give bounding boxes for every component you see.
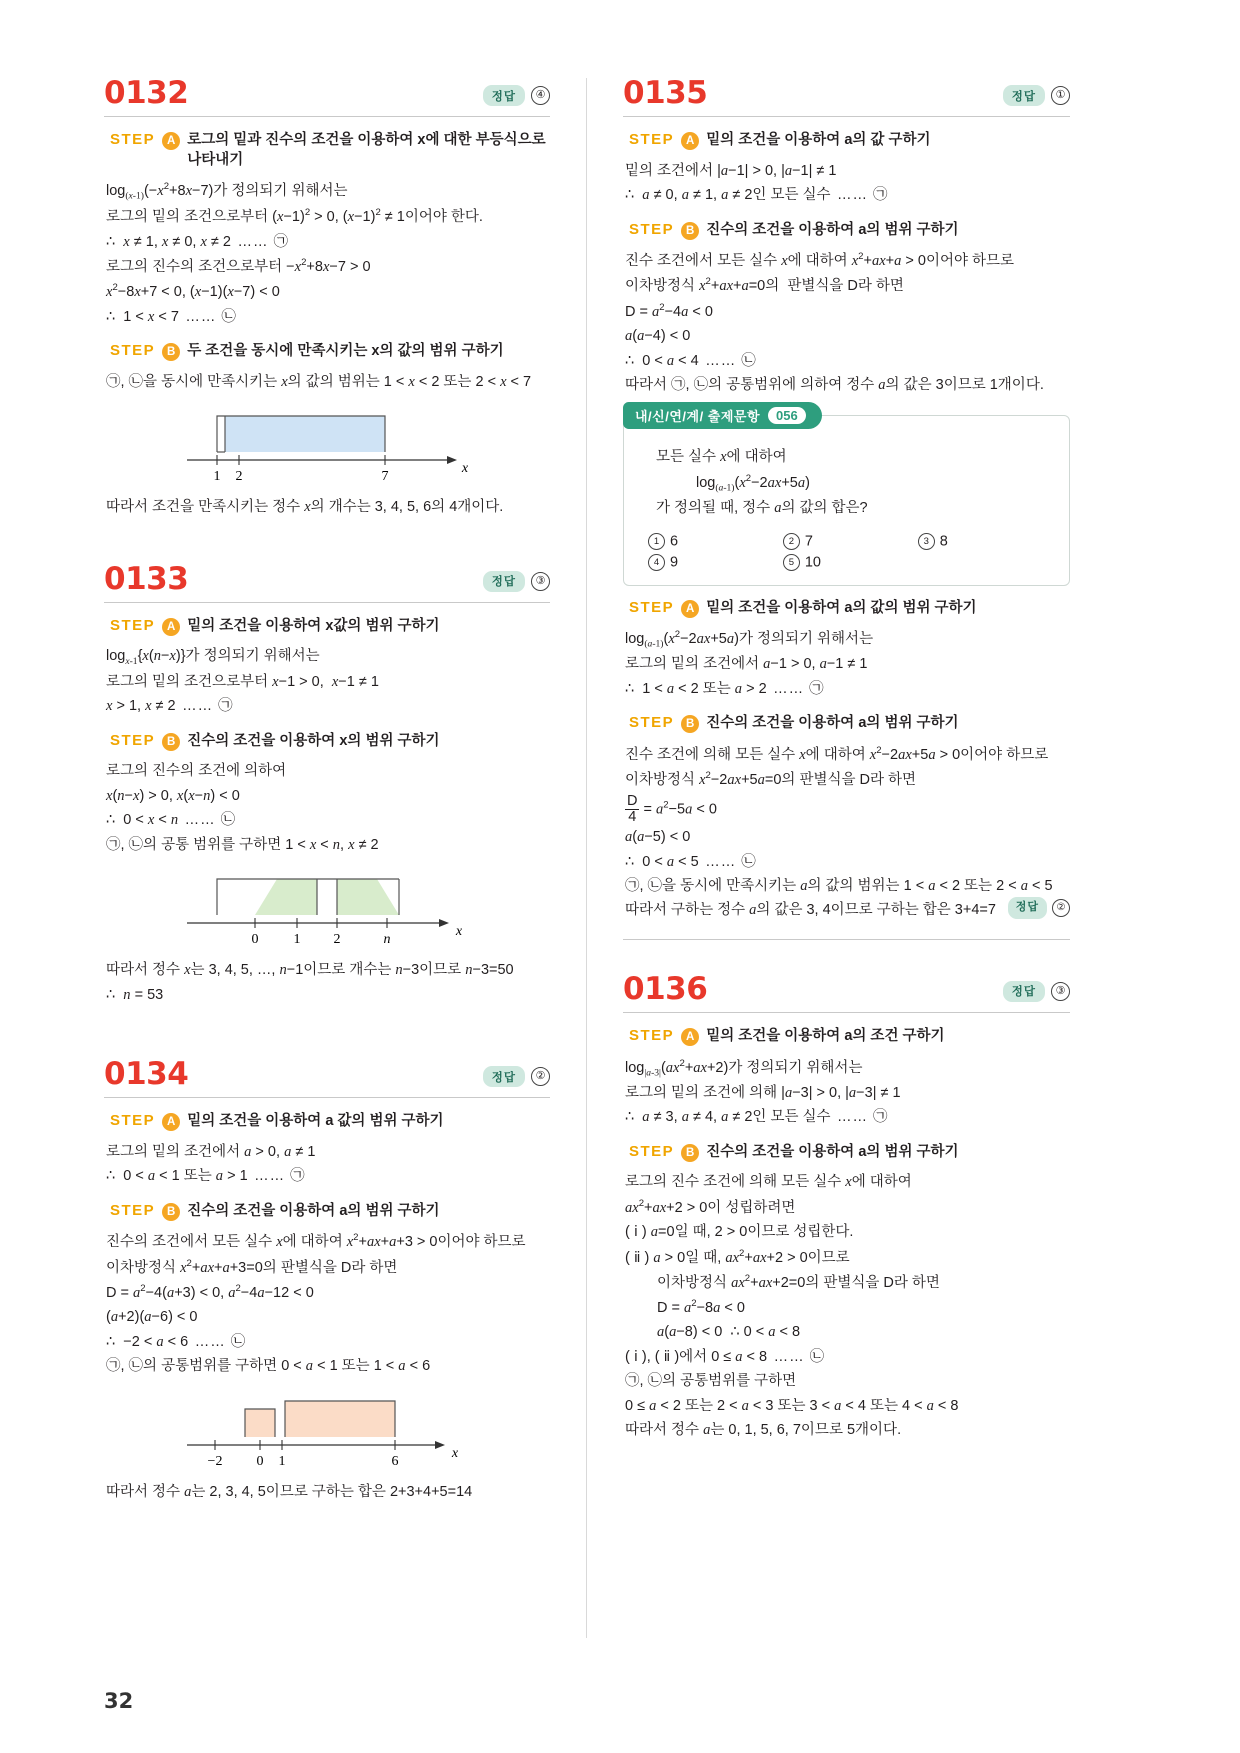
answer-label: 정답 xyxy=(483,85,525,106)
svg-text:1: 1 xyxy=(278,1453,286,1469)
answer-label: 정답 xyxy=(483,1066,525,1087)
body-line: 로그의 밑의 조건에서 a > 0, a ≠ 1 xyxy=(106,1143,316,1160)
body-line: ∴ 1 < x < 7 …… ㉡ xyxy=(106,308,237,325)
step-word: STEP xyxy=(629,714,675,732)
answer-value: ① xyxy=(1051,86,1070,105)
inner-answer-badge xyxy=(1008,897,1070,919)
body-line: $D = a^2-4a < 0$ xyxy=(625,301,713,320)
svg-text:x: x xyxy=(461,461,469,477)
choice-text: 9 xyxy=(670,553,679,570)
svg-text:6: 6 xyxy=(391,1453,399,1469)
step-title: 진수의 조건을 이용하여 x의 범위 구하기 xyxy=(187,732,440,749)
body-line: ㉠, ㉡의 공통범위를 구하면 xyxy=(625,1373,797,1390)
page-number: 32 xyxy=(104,1689,134,1713)
related-question-tab xyxy=(623,402,822,429)
step-a xyxy=(629,131,1070,151)
step-title: 로그의 밑과 진수의 조건을 이용하여 x에 대한 부등식으로 나타내기 xyxy=(187,132,546,168)
body-line: ∴ 0 < x < n …… ㉡ xyxy=(106,812,237,829)
step-word: STEP xyxy=(110,1201,156,1219)
problem-0136 xyxy=(623,970,1070,1443)
body-line: 따라서 ㉠, ㉡의 공통범위에 의하여 정수 a의 값은 3이므로 1개이다. xyxy=(625,377,1044,393)
step-a xyxy=(110,1112,550,1132)
body-line: ㉠, ㉡의 공통범위를 구하면 0 < a < 1 또는 1 < a < 6 xyxy=(106,1358,431,1375)
answer-value: ③ xyxy=(531,572,550,591)
answer-badge xyxy=(483,571,550,592)
answer-label: 정답 xyxy=(483,571,525,592)
problem-0135 xyxy=(623,75,1070,397)
choices-row-2 xyxy=(648,554,1053,571)
step-b xyxy=(629,1143,1070,1163)
choice-4[interactable] xyxy=(648,554,783,571)
inner-step-b xyxy=(629,714,1070,734)
answer-badge xyxy=(483,85,550,106)
body-line: $\log_{(a-1)}(x^2-2ax+5a)$가 정의되기 위해서는 xyxy=(625,629,874,650)
body-line: $\log_{|a-3|}(ax^2+ax+2)$가 정의되기 위해서는 xyxy=(625,1057,863,1079)
svg-text:1: 1 xyxy=(293,932,301,948)
choice-1[interactable] xyxy=(648,533,783,550)
step-word: STEP xyxy=(629,1026,675,1044)
step-badge-b: B xyxy=(681,1144,699,1162)
step-title: 밑의 조건을 이용하여 x값의 범위 구하기 xyxy=(187,617,440,634)
answer-value: ④ xyxy=(531,86,550,105)
conclusion: 따라서 정수 a는 2, 3, 4, 5이므로 구하는 합은 2+3+4+5=14 xyxy=(106,1483,473,1500)
answer-badge xyxy=(483,1066,550,1087)
step-a xyxy=(110,131,550,170)
step-b xyxy=(110,732,550,752)
step-word: STEP xyxy=(110,342,156,360)
step-title: 밑의 조건을 이용하여 a의 값의 범위 구하기 xyxy=(706,599,977,616)
step-title: 밑의 조건을 이용하여 a의 값 구하기 xyxy=(706,132,931,148)
step-b xyxy=(629,221,1070,241)
body-line: 진수 조건에 의해 모든 실수 x에 대하여 $x^2-2ax+5a > 0$이어야 하므로 xyxy=(625,744,1049,763)
choice-5[interactable] xyxy=(783,554,918,571)
problem-header xyxy=(104,1056,550,1098)
body-line: ( ⅱ ) a > 0일 때, $ax^2+ax+2 > 0$이므로 xyxy=(625,1247,850,1266)
body-line: $\frac{D}{4}$ = $a^2-5a < 0$ xyxy=(627,792,717,825)
question-line: 가 정의될 때, 정수 a의 값의 합은? xyxy=(656,500,868,517)
problem-header xyxy=(623,970,1070,1013)
body-line: a(a−5) < 0 xyxy=(625,829,691,846)
body-line: 0 ≤ a < 2 또는 2 < a < 3 또는 3 < a < 4 또는 4 < a < 8 xyxy=(625,1397,959,1414)
two-column-layout xyxy=(104,75,1176,1638)
answer-label: 정답 xyxy=(1008,897,1047,919)
right-column xyxy=(587,75,1070,1638)
body-line: 로그의 밑의 조건으로부터 x−1 > 0, x−1 ≠ 1 xyxy=(106,673,379,690)
body-line: a(a−4) < 0 xyxy=(625,328,691,345)
answer-value: ③ xyxy=(1051,982,1070,1001)
numberline-0133 xyxy=(104,867,550,953)
body-line: $\log_{x-1}\{x(n-x)\}$가 정의되기 위해서는 xyxy=(106,648,320,668)
related-question-box xyxy=(623,408,1070,585)
step-word: STEP xyxy=(110,131,156,148)
svg-text:7: 7 xyxy=(381,469,389,485)
step-title: 진수의 조건을 이용하여 a의 범위 구하기 xyxy=(706,1143,959,1160)
body-line: 진수 조건에서 모든 실수 x에 대하여 $x^2+ax+a > 0$이어야 하므로 xyxy=(625,251,1015,269)
body-line: 로그의 밑의 조건으로부터 $(x-1)^2 > 0$, $(x-1)^2 \ne 1$이어야 한다. xyxy=(106,207,483,226)
choice-mark: 3 xyxy=(918,533,935,550)
answer-value: ② xyxy=(531,1067,550,1086)
step-word: STEP xyxy=(110,731,156,749)
step-word: STEP xyxy=(629,598,675,616)
body-line: 진수의 조건에서 모든 실수 x에 대하여 $x^2+ax+a+3 > 0$이어야 하므로 xyxy=(106,1232,526,1251)
problem-number: 0134 xyxy=(104,1056,189,1093)
inner-step-a xyxy=(629,599,1070,619)
body-line: ∴ 0 < a < 5 …… ㉡ xyxy=(625,853,757,870)
problem-number: 0132 xyxy=(104,75,189,111)
conclusion: 따라서 정수 x는 3, 4, 5, …, n−1이므로 개수는 n−3이므로 n−3=50 xyxy=(106,962,514,979)
problem-0133 xyxy=(104,560,550,1007)
conclusion: 따라서 조건을 만족시키는 정수 x의 개수는 3, 4, 5, 6의 4개이다. xyxy=(106,499,504,516)
svg-text:2: 2 xyxy=(235,469,243,485)
problem-header xyxy=(104,75,550,117)
step-word: STEP xyxy=(629,220,675,238)
body-line: 이차방정식 $ax^2+ax+2=0$의 판별식을 D라 하면 xyxy=(657,1272,940,1291)
answer-label: 정답 xyxy=(1003,85,1045,106)
body-line: x(n−x) > 0, x(x−n) < 0 xyxy=(106,787,240,804)
step-badge-b: B xyxy=(681,715,699,733)
choice-mark: 1 xyxy=(648,533,665,550)
step-title: 진수의 조건을 이용하여 a의 범위 구하기 xyxy=(187,1202,440,1219)
problem-0134 xyxy=(104,1056,550,1504)
body-line: ∴ 0 < a < 1 또는 a > 1 …… ㉠ xyxy=(106,1168,306,1185)
answer-label: 정답 xyxy=(1003,981,1045,1002)
body-line: ∴ a ≠ 0, a ≠ 1, a ≠ 2인 모든 실수 …… ㉠ xyxy=(625,187,889,204)
step-badge-b: B xyxy=(162,733,180,751)
choices-row-1 xyxy=(648,533,1053,550)
related-question-number: 056 xyxy=(768,407,806,424)
step-badge-a: A xyxy=(162,618,180,636)
svg-text:−2: −2 xyxy=(207,1453,223,1469)
numberline-0132 xyxy=(104,404,550,490)
step-b xyxy=(110,342,550,362)
step-title: 밑의 조건을 이용하여 a 값의 범위 구하기 xyxy=(187,1113,444,1130)
body-line: 로그의 진수 조건에 의해 모든 실수 x에 대하여 xyxy=(625,1174,912,1191)
section-divider xyxy=(623,939,1070,940)
step-a xyxy=(629,1027,1070,1047)
problem-0132 xyxy=(104,75,550,520)
body-line: ∴ x ≠ 1, x ≠ 0, x ≠ 2 …… ㉠ xyxy=(106,233,289,250)
step-a xyxy=(110,617,550,637)
body-line: ㉠, ㉡을 동시에 만족시키는 x의 값의 범위는 1 < x < 2 또는 2 < x < 7 xyxy=(106,373,532,390)
step-title: 밑의 조건을 이용하여 a의 조건 구하기 xyxy=(706,1027,945,1044)
svg-text:x: x xyxy=(455,924,463,940)
choice-mark: 4 xyxy=(648,554,665,571)
problem-header xyxy=(104,560,550,603)
choice-text: 7 xyxy=(804,532,813,549)
question-line: 모든 실수 x에 대하여 xyxy=(656,449,787,466)
body-line: 밑의 조건에서 |a−1| > 0, |a−1| ≠ 1 xyxy=(625,162,837,179)
svg-text:x: x xyxy=(451,1445,459,1461)
body-line: 로그의 밑의 조건에서 a−1 > 0, a−1 ≠ 1 xyxy=(625,656,868,673)
step-title: 진수의 조건을 이용하여 a의 범위 구하기 xyxy=(706,221,959,238)
svg-text:1: 1 xyxy=(213,469,221,485)
problem-header xyxy=(623,75,1070,117)
step-word: STEP xyxy=(110,616,156,634)
step-badge-b: B xyxy=(162,343,180,361)
body-line: 로그의 진수의 조건에 의하여 xyxy=(106,763,287,780)
numberline-0134 xyxy=(104,1389,550,1475)
conclusion-2: ∴ n = 53 xyxy=(106,986,164,1003)
svg-text:0: 0 xyxy=(256,1453,264,1469)
step-word: STEP xyxy=(629,1142,675,1160)
body-line: ㉠, ㉡의 공통 범위를 구하면 1 < x < n, x ≠ 2 xyxy=(106,836,379,853)
problem-number: 0133 xyxy=(104,560,189,597)
step-b xyxy=(110,1202,550,1222)
step-badge-a: A xyxy=(162,1113,180,1131)
step-badge-a: A xyxy=(681,1028,699,1046)
body-line: ( ⅰ ) a=0일 때, 2 > 0이므로 성립한다. xyxy=(625,1224,854,1241)
body-line: ㉠, ㉡을 동시에 만족시키는 a의 값의 범위는 1 < a < 2 또는 2 < a < 5 xyxy=(625,877,1053,894)
choice-text: 6 xyxy=(670,532,679,549)
body-line: ∴ −2 < a < 6 …… ㉡ xyxy=(106,1333,247,1350)
answer-badge xyxy=(1003,85,1070,106)
problem-number: 0136 xyxy=(623,970,708,1007)
body-line: ∴ a ≠ 3, a ≠ 4, a ≠ 2인 모든 실수 …… ㉠ xyxy=(625,1109,889,1126)
choice-2[interactable] xyxy=(783,533,918,550)
problem-number: 0135 xyxy=(623,75,708,111)
step-title: 두 조건을 동시에 만족시키는 x의 값의 범위 구하기 xyxy=(187,343,504,360)
left-column xyxy=(104,75,587,1638)
body-line: $D = a^2-8a < 0$ xyxy=(657,1298,745,1316)
body-line: 로그의 진수의 조건으로부터 $-x^2+8x-7 > 0$ xyxy=(106,257,371,275)
step-badge-a: A xyxy=(681,132,699,150)
step-word: STEP xyxy=(110,1112,156,1130)
body-line: $D = a^2-4(a+3) < 0$, $a^2-4a-12 < 0$ xyxy=(106,1282,314,1301)
step-badge-b: B xyxy=(681,222,699,240)
body-line: 로그의 밑의 조건에 의해 |a−3| > 0, |a−3| ≠ 1 xyxy=(625,1084,901,1101)
body-line: $\log_{(x-1)}(-x^2+8x-7)$가 정의되기 위해서는 xyxy=(106,181,348,202)
step-title: 진수의 조건을 이용하여 a의 범위 구하기 xyxy=(706,715,959,732)
step-word: STEP xyxy=(629,131,675,148)
step-badge-a: A xyxy=(681,600,699,618)
svg-text:2: 2 xyxy=(333,932,341,948)
body-line: ∴ 1 < a < 2 또는 a > 2 …… ㉠ xyxy=(625,680,825,697)
conclusion: 따라서 정수 a는 0, 1, 5, 6, 7이므로 5개이다. xyxy=(625,1422,902,1439)
body-line: x > 1, x ≠ 2 …… ㉠ xyxy=(106,698,234,715)
body-line: ∴ 0 < a < 4 …… ㉡ xyxy=(625,352,757,369)
choice-text: 10 xyxy=(804,553,821,570)
svg-text:n: n xyxy=(383,932,391,948)
body-line: 따라서 구하는 정수 a의 값은 3, 4이므로 구하는 합은 3+4=7 정답 ② xyxy=(625,899,1070,922)
body-line: (a+2)(a−6) < 0 xyxy=(106,1309,198,1326)
body-line: 이차방정식 $x^2+ax+a+3=0$의 판별식을 D라 하면 xyxy=(106,1257,398,1276)
body-line: 이차방정식 $x^2-2ax+5a=0$의 판별식을 D라 하면 xyxy=(625,770,917,789)
body-line: $ax^2+ax+2 > 0$이 성립하려면 xyxy=(625,1197,796,1216)
choice-mark: 2 xyxy=(783,533,800,550)
related-question-label: 내/신/연/계/ 출제문항 xyxy=(635,409,761,425)
choice-spacer xyxy=(918,554,1053,571)
body-line: $x^2-8x+7 < 0$, (x−1)(x−7) < 0 xyxy=(106,282,280,301)
step-badge-b: B xyxy=(162,1203,180,1221)
answer-badge xyxy=(1003,981,1070,1002)
choice-mark: 5 xyxy=(783,554,800,571)
body-line: a(a−8) < 0 ∴ 0 < a < 8 xyxy=(657,1324,801,1341)
body-line: 이차방정식 $x^2+ax+a=0$의 판별식을 D라 하면 xyxy=(625,276,904,295)
answer-value: ② xyxy=(1052,899,1070,917)
choice-text: 8 xyxy=(939,532,948,549)
svg-text:0: 0 xyxy=(251,932,259,948)
body-line: ( ⅰ ), ( ⅱ )에서 0 ≤ a < 8 …… ㉡ xyxy=(625,1348,826,1365)
step-badge-a: A xyxy=(162,132,180,150)
question-line: $\log_{(a-1)}(x^2-2ax+5a)$ xyxy=(696,472,810,494)
choice-3[interactable] xyxy=(918,533,1053,550)
